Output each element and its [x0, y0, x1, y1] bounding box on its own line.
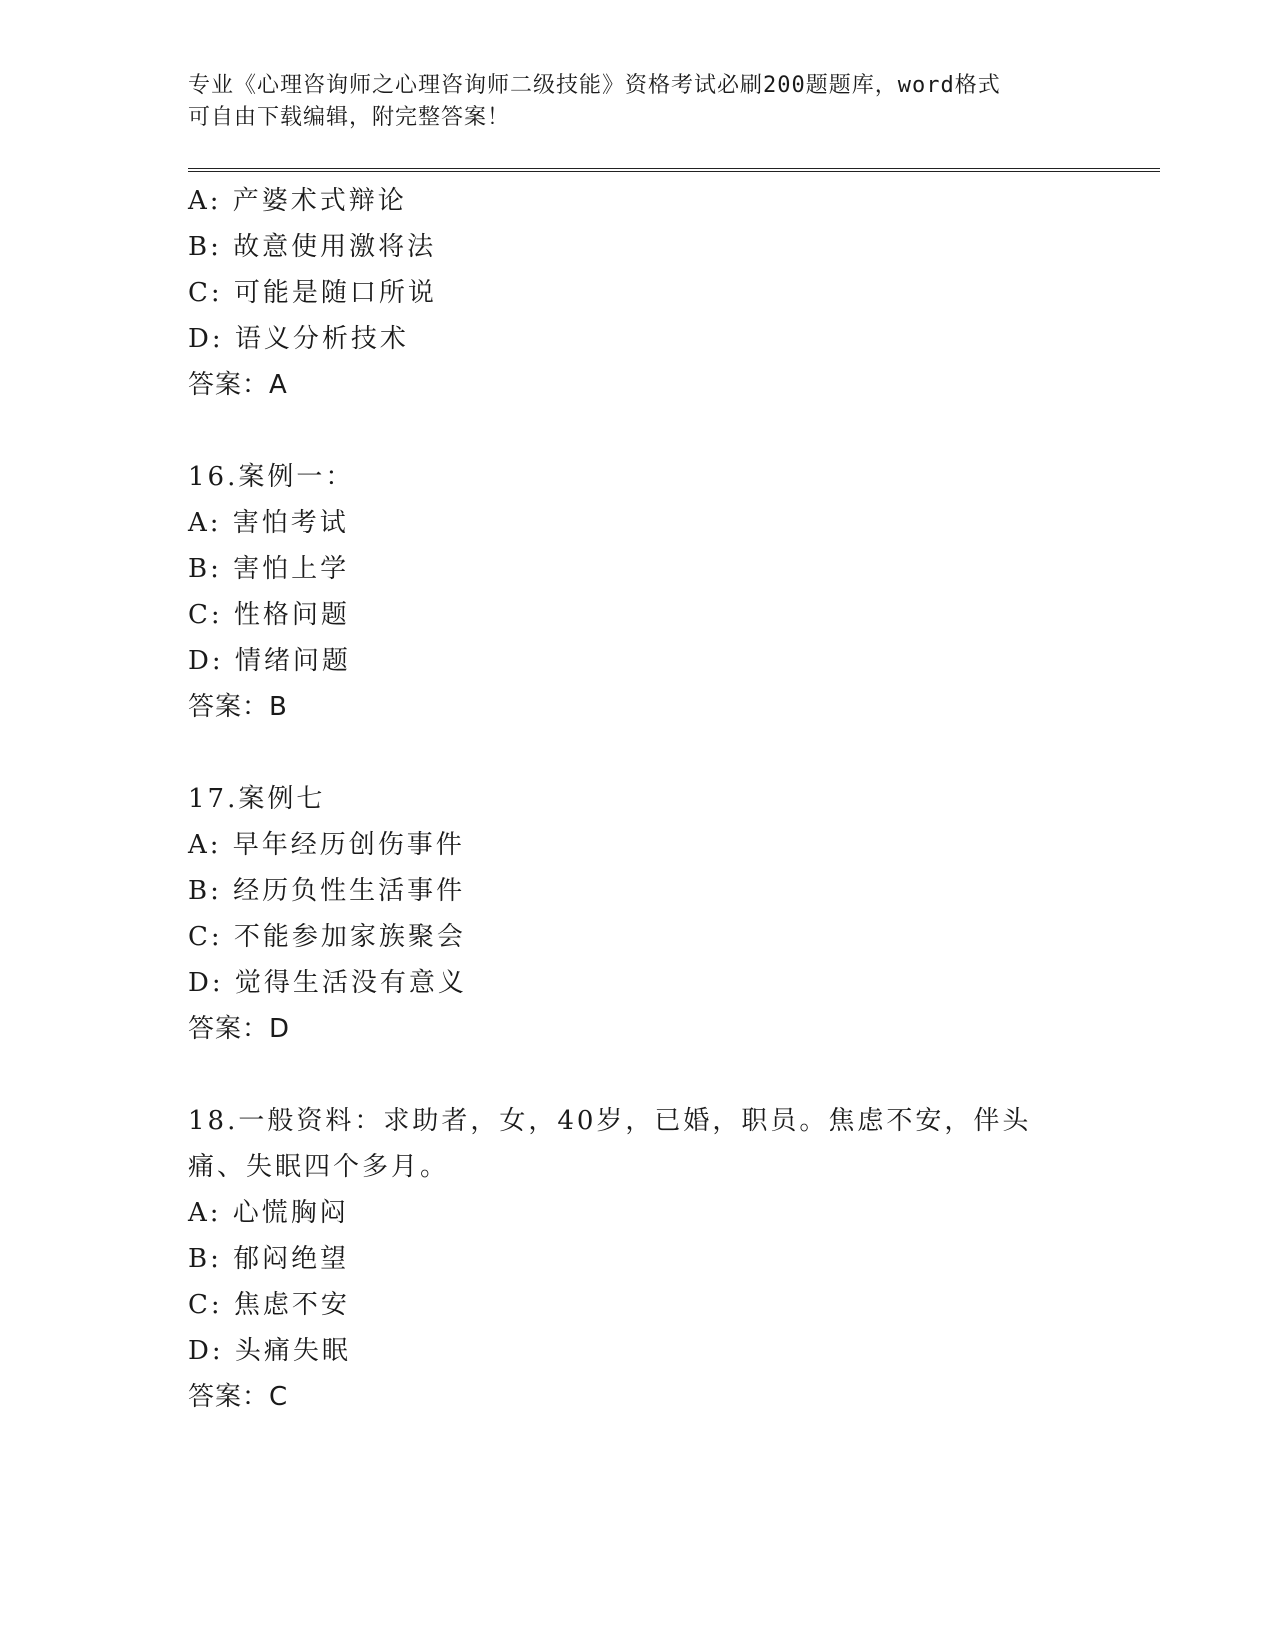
- option-c: C: 可能是随口所说: [188, 278, 437, 308]
- document-page: [188, 70, 1160, 1420]
- option-b: B: 经历负性生活事件: [188, 876, 466, 906]
- header-line-2: 可自由下载编辑，附完整答案！: [188, 105, 511, 130]
- answer-line: 答案：C: [188, 1382, 289, 1412]
- option-d: D: 觉得生活没有意义: [188, 968, 467, 998]
- question-title: 18.一般资料：求助者，女，40岁，已婚，职员。焦虑不安，伴头痛、失眠四个多月。: [188, 1106, 1032, 1182]
- option-b: B: 害怕上学: [188, 554, 350, 584]
- option-d: D: 头痛失眠: [188, 1336, 351, 1366]
- answer-line: 答案：D: [188, 1014, 291, 1044]
- option-a: A: 产婆术式辩论: [188, 186, 407, 216]
- header-divider: [188, 168, 1160, 172]
- answer-line: 答案：A: [188, 370, 288, 400]
- header-line-1: 专业《心理咨询师之心理咨询师二级技能》资格考试必刷200题题库，word格式: [188, 73, 1001, 98]
- option-c: C: 性格问题: [188, 600, 350, 630]
- spacer: [188, 730, 1160, 776]
- option-b: B: 郁闷绝望: [188, 1244, 350, 1274]
- option-a: A: 心慌胸闷: [188, 1198, 349, 1228]
- question-block-17: [188, 776, 1160, 1052]
- option-c: C: 不能参加家族聚会: [188, 922, 466, 952]
- option-d: D: 情绪问题: [188, 646, 351, 676]
- question-title: 16.案例一：: [188, 462, 355, 492]
- option-a: A: 害怕考试: [188, 508, 349, 538]
- spacer: [188, 408, 1160, 454]
- option-d: D: 语义分析技术: [188, 324, 409, 354]
- document-header: [188, 70, 1160, 134]
- option-a: A: 早年经历创伤事件: [188, 830, 465, 860]
- question-block-18: [188, 1098, 1160, 1420]
- question-block-15: [188, 178, 1160, 408]
- spacer: [188, 1052, 1160, 1098]
- option-b: B: 故意使用激将法: [188, 232, 437, 262]
- question-title: 17.案例七: [188, 784, 326, 814]
- question-list: [188, 178, 1160, 1420]
- option-c: C: 焦虑不安: [188, 1290, 350, 1320]
- answer-line: 答案：B: [188, 692, 288, 722]
- question-block-16: [188, 454, 1160, 730]
